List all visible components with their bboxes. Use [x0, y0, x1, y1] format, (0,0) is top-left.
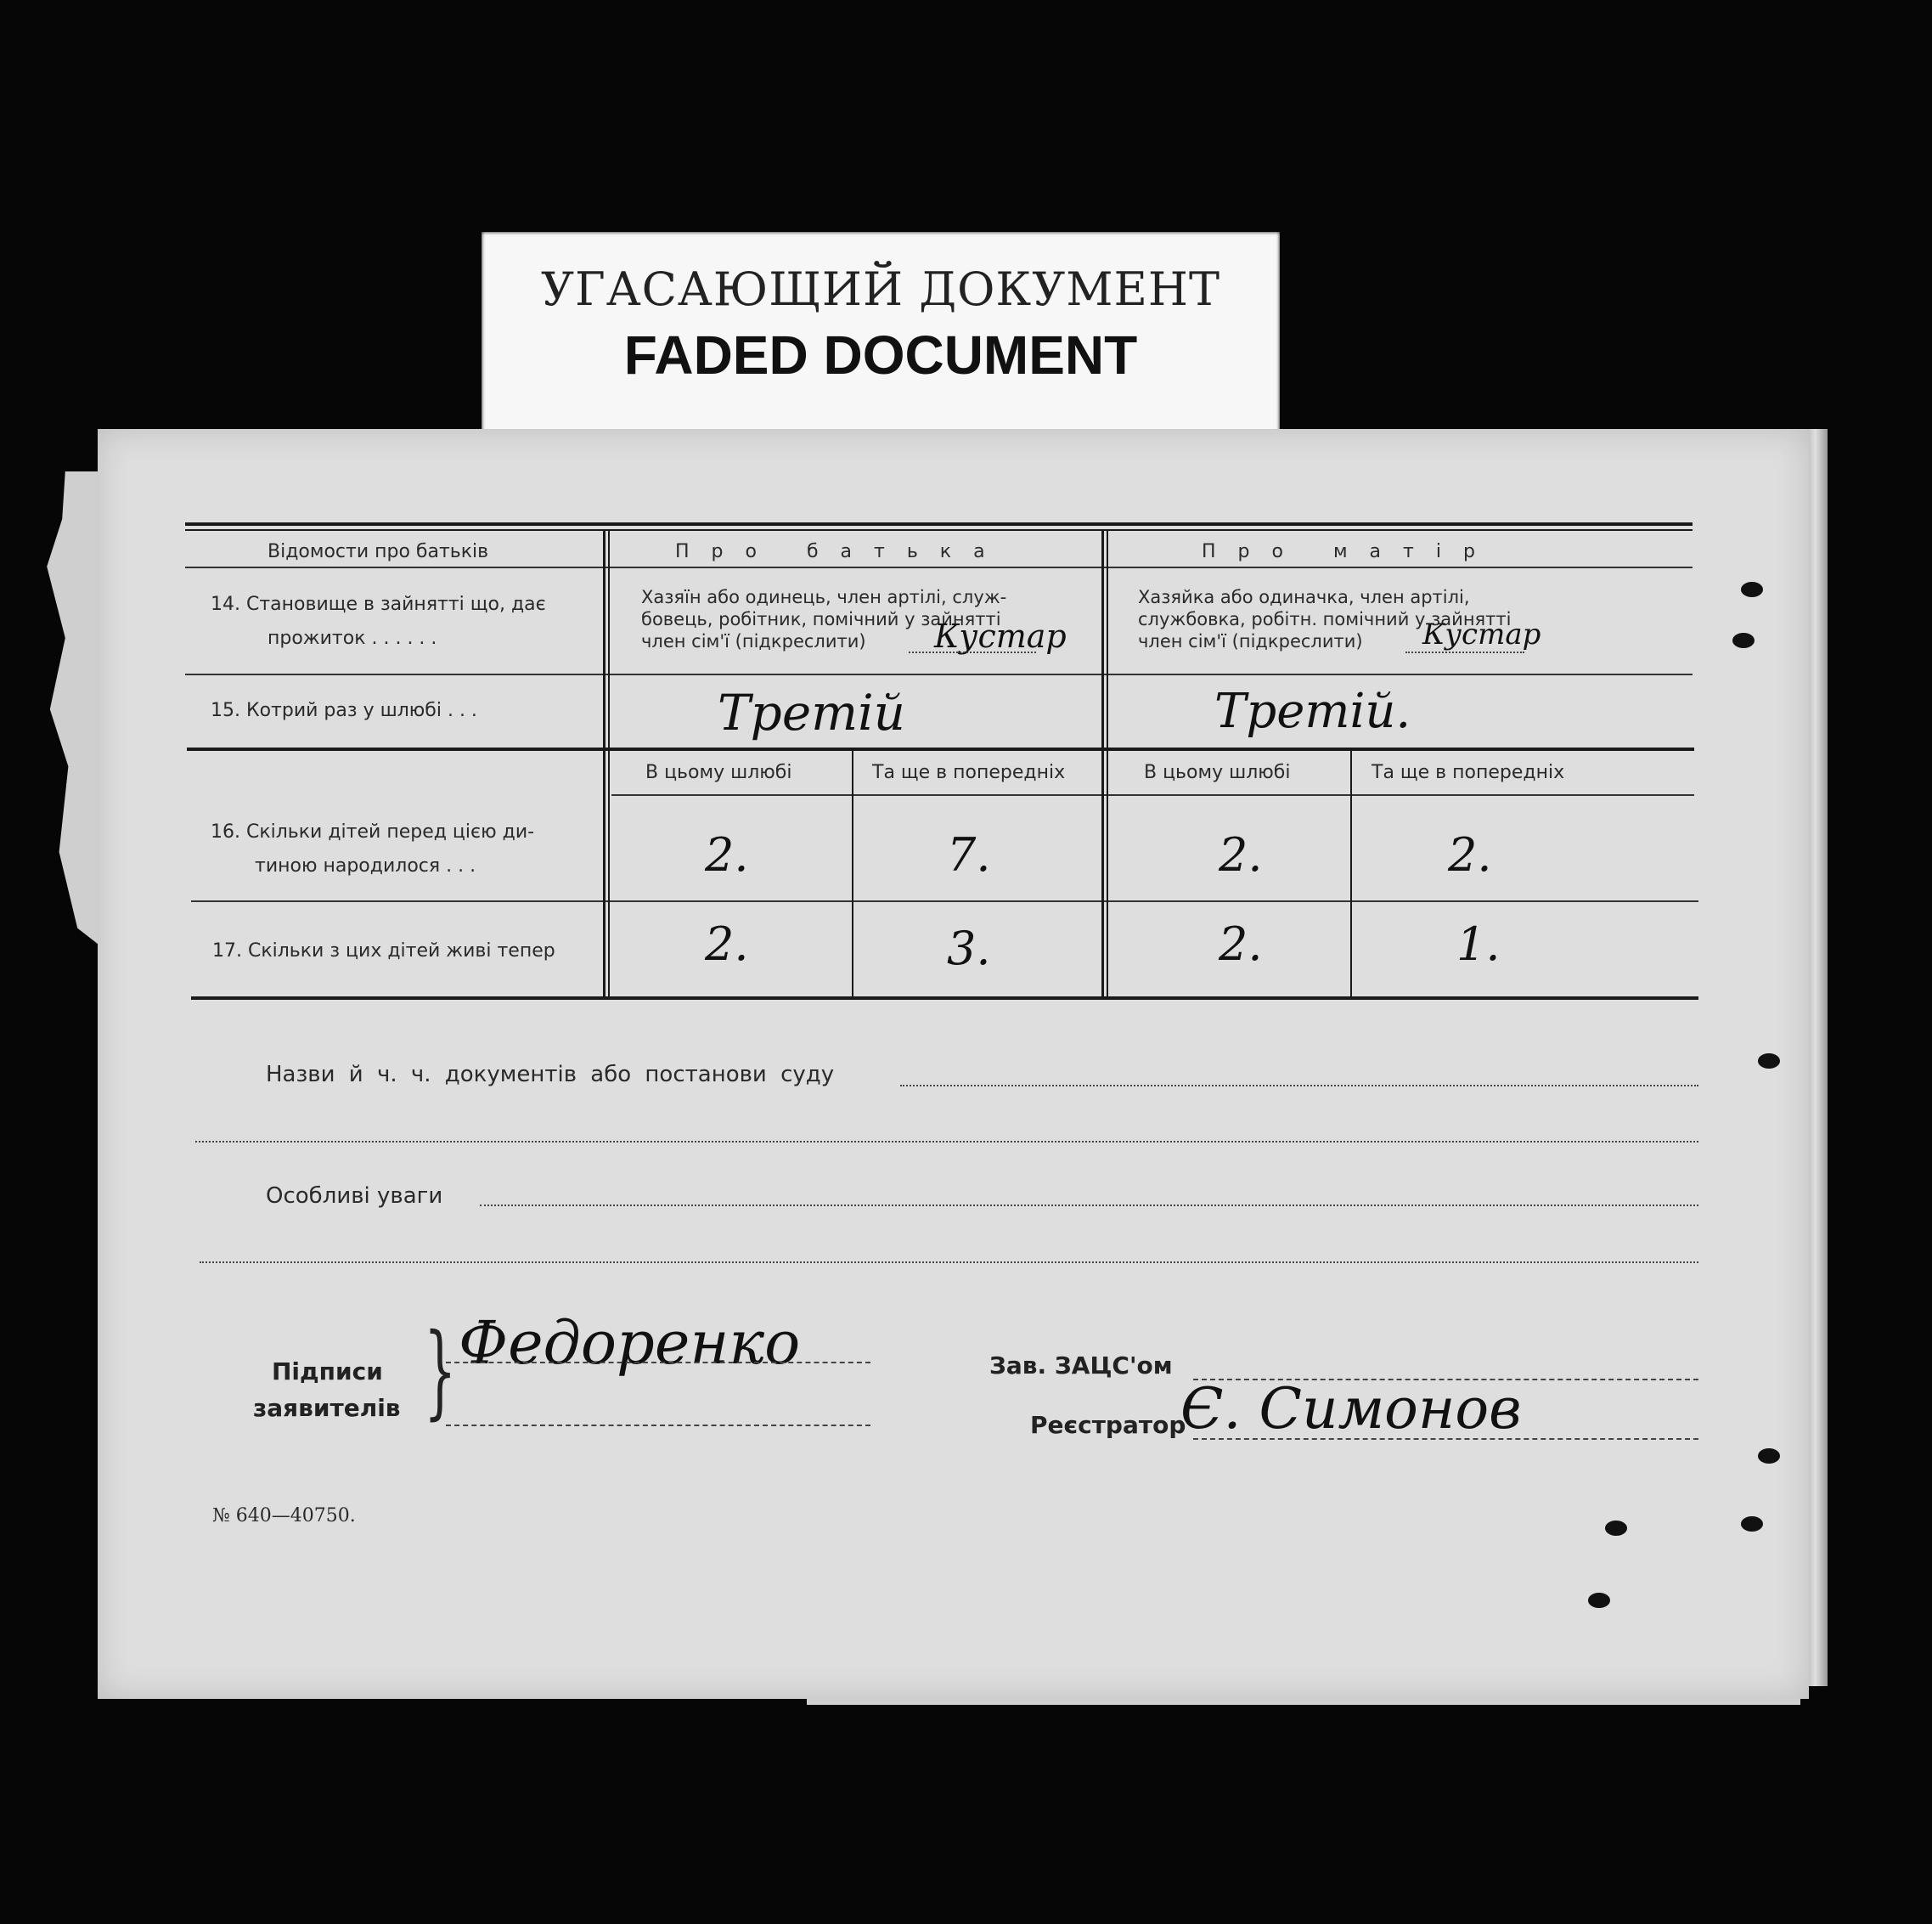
row14-father-handwritten: Кустар — [934, 618, 1067, 655]
row14-label-2: прожиток . . . . . . — [268, 628, 437, 649]
faded-document-label — [482, 232, 1280, 436]
notes-line-1 — [480, 1205, 1698, 1206]
sub-father-prev: Та ще в попередніх — [872, 762, 1066, 783]
row17-label: 17. Скільки з цих дітей живі тепер — [212, 940, 555, 962]
applicants-label-2: заявителів — [253, 1394, 401, 1422]
binding-hole — [1758, 1448, 1780, 1464]
registrar-sig-line — [1193, 1438, 1698, 1440]
applicants-brace: } — [424, 1312, 457, 1430]
label-english: FADED DOCUMENT — [623, 324, 1138, 386]
sub-mother-prev: Та ще в попередніх — [1372, 762, 1565, 783]
row14-father-3: член сім'ї (підкреслити) — [641, 631, 866, 652]
col-divider-2b — [1107, 529, 1108, 998]
sub-father-this: В цьому шлюбі — [645, 762, 792, 783]
row15-label: 15. Котрий раз у шлюбі . . . — [211, 700, 477, 721]
header-col1: Відомости про батьків — [268, 541, 489, 562]
row15-divider — [187, 748, 1694, 751]
document-sheet — [98, 429, 1809, 1699]
header-father: Про батька — [675, 541, 1007, 562]
documents-line-2 — [195, 1141, 1698, 1143]
row16-divider — [191, 900, 1698, 902]
head-label: Зав. ЗАЦС'ом — [989, 1351, 1173, 1380]
binding-hole — [1605, 1521, 1627, 1536]
row15-father-handwritten: Третій — [718, 684, 906, 742]
row14-mother-handwritten: Кустар — [1422, 618, 1541, 652]
row16-father-this: 2. — [705, 828, 749, 882]
row14-mother-dots — [1405, 652, 1524, 653]
documents-line-1 — [900, 1085, 1698, 1086]
header-mother: Про матір — [1202, 541, 1497, 562]
registrar-label: Реєстратор — [1030, 1411, 1186, 1439]
documents-label: Назви й ч. ч. документів або постанови суду — [266, 1062, 835, 1087]
col-divider-mother-sub — [1350, 750, 1352, 998]
registrar-signature: Є. Симонов — [1180, 1376, 1522, 1442]
row17-mother-prev: 1. — [1456, 917, 1501, 971]
applicant-signature: Федоренко — [459, 1308, 801, 1378]
col-divider-2 — [1101, 529, 1104, 998]
row14-mother-2: службовка, робітн. помічний у зайнятті — [1138, 609, 1512, 629]
row17-father-prev: 3. — [947, 922, 991, 975]
sub-mother-this: В цьому шлюбі — [1144, 762, 1291, 783]
col-divider-1 — [603, 529, 606, 998]
col-divider-1b — [608, 529, 610, 998]
binding-hole — [1732, 633, 1755, 648]
row16-mother-prev: 2. — [1448, 828, 1492, 882]
applicant-sig-line-2 — [446, 1425, 870, 1426]
form-number: № 640—40750. — [212, 1505, 356, 1526]
notes-label: Особливі уваги — [266, 1183, 443, 1209]
binding-hole — [1588, 1593, 1610, 1608]
header-divider — [185, 567, 1693, 568]
applicants-label-1: Підписи — [272, 1357, 383, 1385]
row16-label-2: тиною народилося . . . — [255, 855, 476, 877]
row14-father-2: бовець, робітник, помічний у зайнятті — [641, 609, 1001, 629]
subheader-divider — [611, 794, 1694, 796]
notes-line-2 — [200, 1261, 1698, 1263]
row16-label-1: 16. Скільки дітей перед цією ди- — [211, 821, 535, 843]
row17-father-this: 2. — [705, 917, 749, 971]
table-top-rule — [185, 522, 1693, 526]
row17-mother-this: 2. — [1219, 917, 1263, 971]
row14-father-1: Хазяїн або одинець, член артілі, служ- — [641, 587, 1007, 607]
binding-hole — [1758, 1053, 1780, 1069]
col-divider-father-sub — [852, 750, 853, 998]
row15-mother-handwritten: Третій. — [1214, 684, 1411, 739]
row14-father-dots — [909, 652, 1036, 653]
row16-father-prev: 7. — [947, 828, 991, 882]
row14-label-1: 14. Становище в зайнятті що, дає — [211, 594, 546, 615]
table-top-rule-2 — [185, 529, 1693, 531]
row14-divider — [185, 674, 1693, 675]
torn-left-edge — [41, 471, 102, 947]
binding-hole — [1741, 1516, 1763, 1532]
applicant-sig-line-1 — [446, 1362, 870, 1363]
row16-mother-this: 2. — [1219, 828, 1263, 882]
row14-mother-1: Хазяйка або одиначка, член артілі, — [1138, 587, 1470, 607]
paper-right-edge — [1807, 429, 1828, 1686]
row14-mother-3: член сім'ї (підкреслити) — [1138, 631, 1363, 652]
binding-hole — [1741, 582, 1763, 597]
label-russian: УГАСАЮЩИЙ ДОКУМЕНТ — [540, 262, 1221, 316]
table-bottom-rule — [191, 996, 1698, 1000]
